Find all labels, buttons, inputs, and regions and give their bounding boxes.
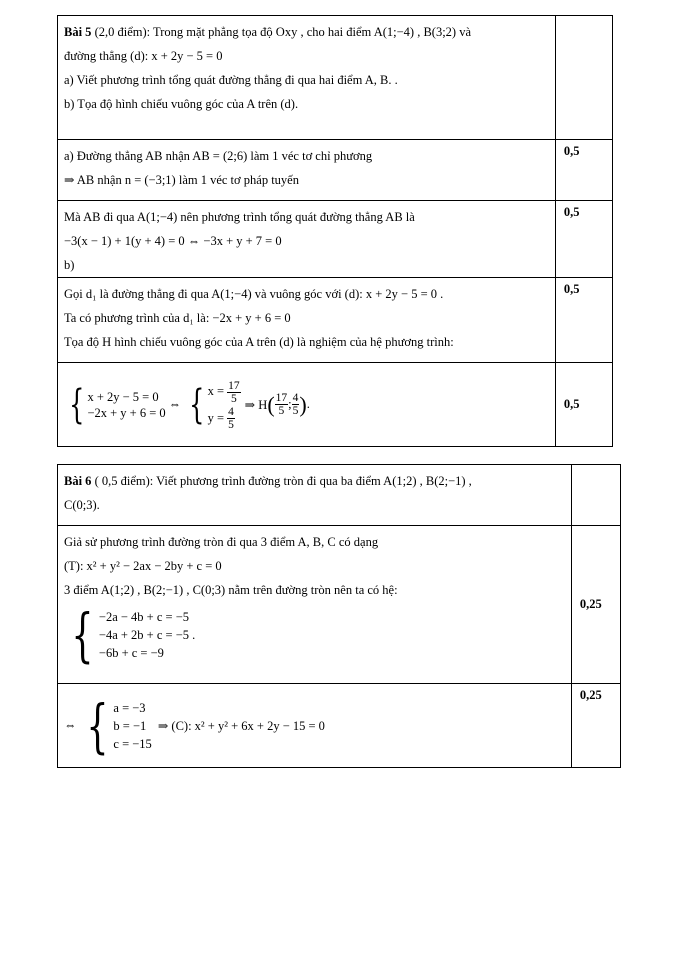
- bai5-title: Bài 5: [64, 25, 92, 39]
- bai5-step3-cell: [58, 278, 556, 363]
- bai5-step3-score: 0,5: [555, 278, 612, 363]
- bai5-system1: { x + 2y − 5 = 0 −2x + y + 6 = 0: [69, 381, 166, 428]
- bai6-title: Bài 6: [64, 474, 92, 488]
- bai5-step2-b: −3(x − 1) + 1(y + 4) = 0 ⇔ −3x + y + 7 = 0: [64, 234, 282, 248]
- bai5-step3-b: Ta có phương trình của d₁ là: −2x + y + 6 = 0: [64, 311, 291, 325]
- bai5-system1-eq2: −2x + y + 6 = 0: [87, 405, 166, 420]
- bai6-solution-b: b = −1: [113, 718, 147, 733]
- bai5-system1-eq1: x + 2y − 5 = 0: [87, 389, 159, 404]
- bai6-system1: { −2a − 4b + c = −5 −4a + 2b + c = −5 . −6b + c = −9: [71, 601, 196, 669]
- bai6-intro: : Viết phương trình đường tròn đi qua ba điểm A(1;2) , B(2;−1) ,: [149, 474, 472, 488]
- bai6-equiv: ⇔: [64, 718, 77, 732]
- bai6-system1-eq1: −2a − 4b + c = −5: [98, 610, 190, 624]
- bai5-step2-score: 0,5: [555, 201, 612, 278]
- bai5-solution-y: y = $\frac{4}{5}$: [207, 406, 234, 432]
- bai5-system2: { x = $\frac{17}{5}$ y = $\frac{4}{5}$: [189, 379, 240, 432]
- bai6-step1-score: 0,25: [571, 526, 620, 684]
- bai6-intro2: C(0;3).: [64, 498, 100, 512]
- bai6-question-cell: [58, 465, 572, 526]
- bai5-line-d: đường thẳng (d): x + 2y − 5 = 0: [64, 49, 223, 63]
- bai6-step2-score: 0,25: [571, 684, 620, 768]
- bai5-points: (2,0 điểm): [94, 25, 147, 39]
- bai5-step3-a: Gọi d₁ là đường thẳng đi qua A(1;−4) và vuông góc với (d): x + 2y − 5 = 0 .: [64, 287, 444, 301]
- bai6-step1-c: 3 điểm A(1;2) , B(2;−1) , C(0;3) nằm trên đường tròn nên ta có hệ:: [64, 583, 398, 597]
- bai5-step1-b: ⇒ AB nhận n = (−3;1) làm 1 véc tơ pháp tuyến: [64, 173, 299, 187]
- bai5-step3-c: Tọa độ H hình chiếu vuông góc của A trên (d) là nghiệm của hệ phương trình:: [64, 335, 454, 349]
- bai6-system1-eq2: −4a + 2b + c = −5 .: [98, 628, 196, 642]
- bai5-step1-a: a) Đường thẳng AB nhận AB = (2;6) làm 1 véc tơ chỉ phương: [64, 149, 373, 163]
- bai5-h-y: $\frac{4}{5}$: [292, 392, 299, 417]
- bai6-system1-eq3: −6b + c = −9: [98, 646, 164, 660]
- bai6-step2-cell: [58, 684, 572, 768]
- bai5-question-a: a) Viết phương trình tổng quát đường thẳng đi qua hai điểm A, B. .: [64, 73, 398, 87]
- bai6-step1-cell: [58, 526, 572, 684]
- bai5-step1-score: 0,5: [555, 140, 612, 201]
- bai6-solution-a: a = −3: [113, 700, 146, 715]
- bai5-score-empty: [555, 16, 612, 140]
- bai6-step1-b: (T): x² + y² − 2ax − 2by + c = 0: [64, 559, 222, 573]
- bai6-table: [57, 464, 621, 768]
- bai5-solution-x: x = $\frac{17}{5}$: [207, 379, 240, 405]
- bai5-step4-cell: { x + 2y − 5 = 0 −2x + y + 6 = 0 ⇔ { x = $\frac{17}{5}$ y = $\frac{4}{5}$ ⇒ H ( $\frac{17}{5}$ ; $\frac{4}{5}$ ) .: [58, 363, 556, 447]
- bai6-score-empty: [571, 465, 620, 526]
- bai5-step2-cell: [58, 201, 556, 278]
- bai5-equiv: ⇔: [168, 397, 182, 411]
- bai6-intro-line: [64, 473, 565, 489]
- bai6-circle-equation: ⇒ (C): x² + y² + 6x + 2y − 15 = 0: [157, 718, 325, 733]
- bai5-h-x: $\frac{17}{5}$: [275, 392, 288, 417]
- bai5-intro: : Trong mặt phẳng tọa độ Oxy , cho hai điểm A(1;−4) , B(3;2) và: [146, 25, 472, 39]
- bai6-points: ( 0,5 điểm): [94, 474, 150, 488]
- bai5-table: [57, 15, 613, 447]
- bai5-question-b: b) Tọa độ hình chiếu vuông góc của A trên (d).: [64, 97, 299, 111]
- bai5-question-cell: [58, 16, 556, 140]
- bai5-point-h: ⇒ H: [244, 397, 268, 412]
- bai6-step1-a: Giả sử phương trình đường tròn đi qua 3 điểm A, B, C có dạng: [64, 535, 379, 549]
- bai6-system2: { a = −3 b = −1 c = −15: [85, 691, 152, 760]
- bai6-solution-c: c = −15: [113, 736, 152, 751]
- bai5-step1-cell: [58, 140, 556, 201]
- bai5-step4-score: 0,5: [555, 363, 612, 447]
- bai5-step2-a: Mà AB đi qua A(1;−4) nên phương trình tổng quát đường thẳng AB là: [64, 210, 415, 224]
- bai5-step2-c: b): [64, 258, 75, 272]
- bai5-intro-line: [64, 24, 549, 40]
